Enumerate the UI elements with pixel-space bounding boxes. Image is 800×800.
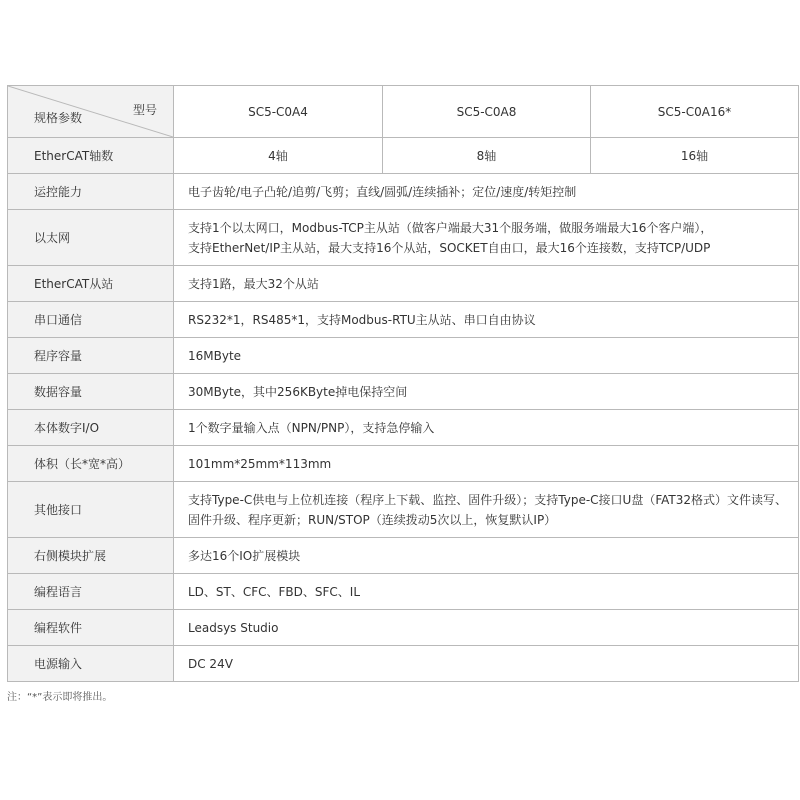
row-label: EtherCAT从站	[8, 266, 174, 302]
row-value: 1个数字量输入点（NPN/PNP），支持急停输入	[174, 410, 799, 446]
row-value-line: 支持1个以太网口，Modbus-TCP主从站（做客户端最大31个服务端，做服务端最大16个客户端），	[188, 220, 713, 235]
table-row	[8, 646, 799, 682]
model-label: 型号	[132, 103, 157, 117]
row-value-line: 支持EtherNet/IP主从站，最大支持16个从站，SOCKET自由口，最大16个连接数，支持TCP/UDP	[188, 240, 711, 255]
table-row	[8, 410, 799, 446]
row-label: 右侧模块扩展	[8, 538, 174, 574]
row-label: 以太网	[8, 210, 174, 266]
row-label: 编程软件	[8, 610, 174, 646]
row-value-multiline	[174, 482, 799, 538]
spec-table	[7, 85, 799, 682]
header-corner-cell	[8, 86, 174, 138]
row-value: LD、ST、CFC、FBD、SFC、IL	[174, 574, 799, 610]
row-label: EtherCAT轴数	[8, 138, 174, 174]
row-label: 串口通信	[8, 302, 174, 338]
row-value: 电子齿轮/电子凸轮/追剪/飞剪；直线/圆弧/连续插补；定位/速度/转矩控制	[174, 174, 799, 210]
row-value: 8轴	[383, 138, 591, 174]
row-value: Leadsys Studio	[174, 610, 799, 646]
model-header-2: SC5-C0A8	[383, 86, 591, 138]
row-label: 编程语言	[8, 574, 174, 610]
row-label: 程序容量	[8, 338, 174, 374]
row-label: 本体数字I/O	[8, 410, 174, 446]
row-label: 数据容量	[8, 374, 174, 410]
row-value: 4轴	[174, 138, 383, 174]
table-row	[8, 374, 799, 410]
row-label: 其他接口	[8, 482, 174, 538]
row-value: 16轴	[591, 138, 799, 174]
model-header-1: SC5-C0A4	[174, 86, 383, 138]
table-row	[8, 482, 799, 538]
table-row	[8, 266, 799, 302]
table-row	[8, 338, 799, 374]
row-value: 支持1路，最大32个从站	[174, 266, 799, 302]
row-value-multiline	[174, 210, 799, 266]
table-row	[8, 574, 799, 610]
footnote: 注：“*”表示即将推出。	[7, 692, 113, 703]
row-value: RS232*1，RS485*1，支持Modbus-RTU主从站、串口自由协议	[174, 302, 799, 338]
table-row	[8, 538, 799, 574]
row-value: DC 24V	[174, 646, 799, 682]
table-row	[8, 138, 799, 174]
table-row	[8, 174, 799, 210]
table-row	[8, 210, 799, 266]
row-value: 30MByte，其中256KByte掉电保持空间	[174, 374, 799, 410]
table-row	[8, 446, 799, 482]
row-label: 运控能力	[8, 174, 174, 210]
row-label: 电源输入	[8, 646, 174, 682]
row-value-line: 支持Type-C供电与上位机连接（程序上下载、监控、固件升级）；支持Type-C接口U盘（FAT32格式）文件读写、	[188, 492, 788, 507]
row-label: 体积（长*宽*高）	[8, 446, 174, 482]
row-value-line: 固件升级、程序更新；RUN/STOP（连续拨动5次以上，恢复默认IP）	[188, 512, 557, 527]
row-value: 16MByte	[174, 338, 799, 374]
table-row	[8, 610, 799, 646]
row-value: 多达16个IO扩展模块	[174, 538, 799, 574]
model-header-3: SC5-C0A16*	[591, 86, 799, 138]
table-row	[8, 302, 799, 338]
param-label: 规格参数	[34, 111, 83, 125]
row-value: 101mm*25mm*113mm	[174, 446, 799, 482]
table-header-row	[8, 86, 799, 138]
